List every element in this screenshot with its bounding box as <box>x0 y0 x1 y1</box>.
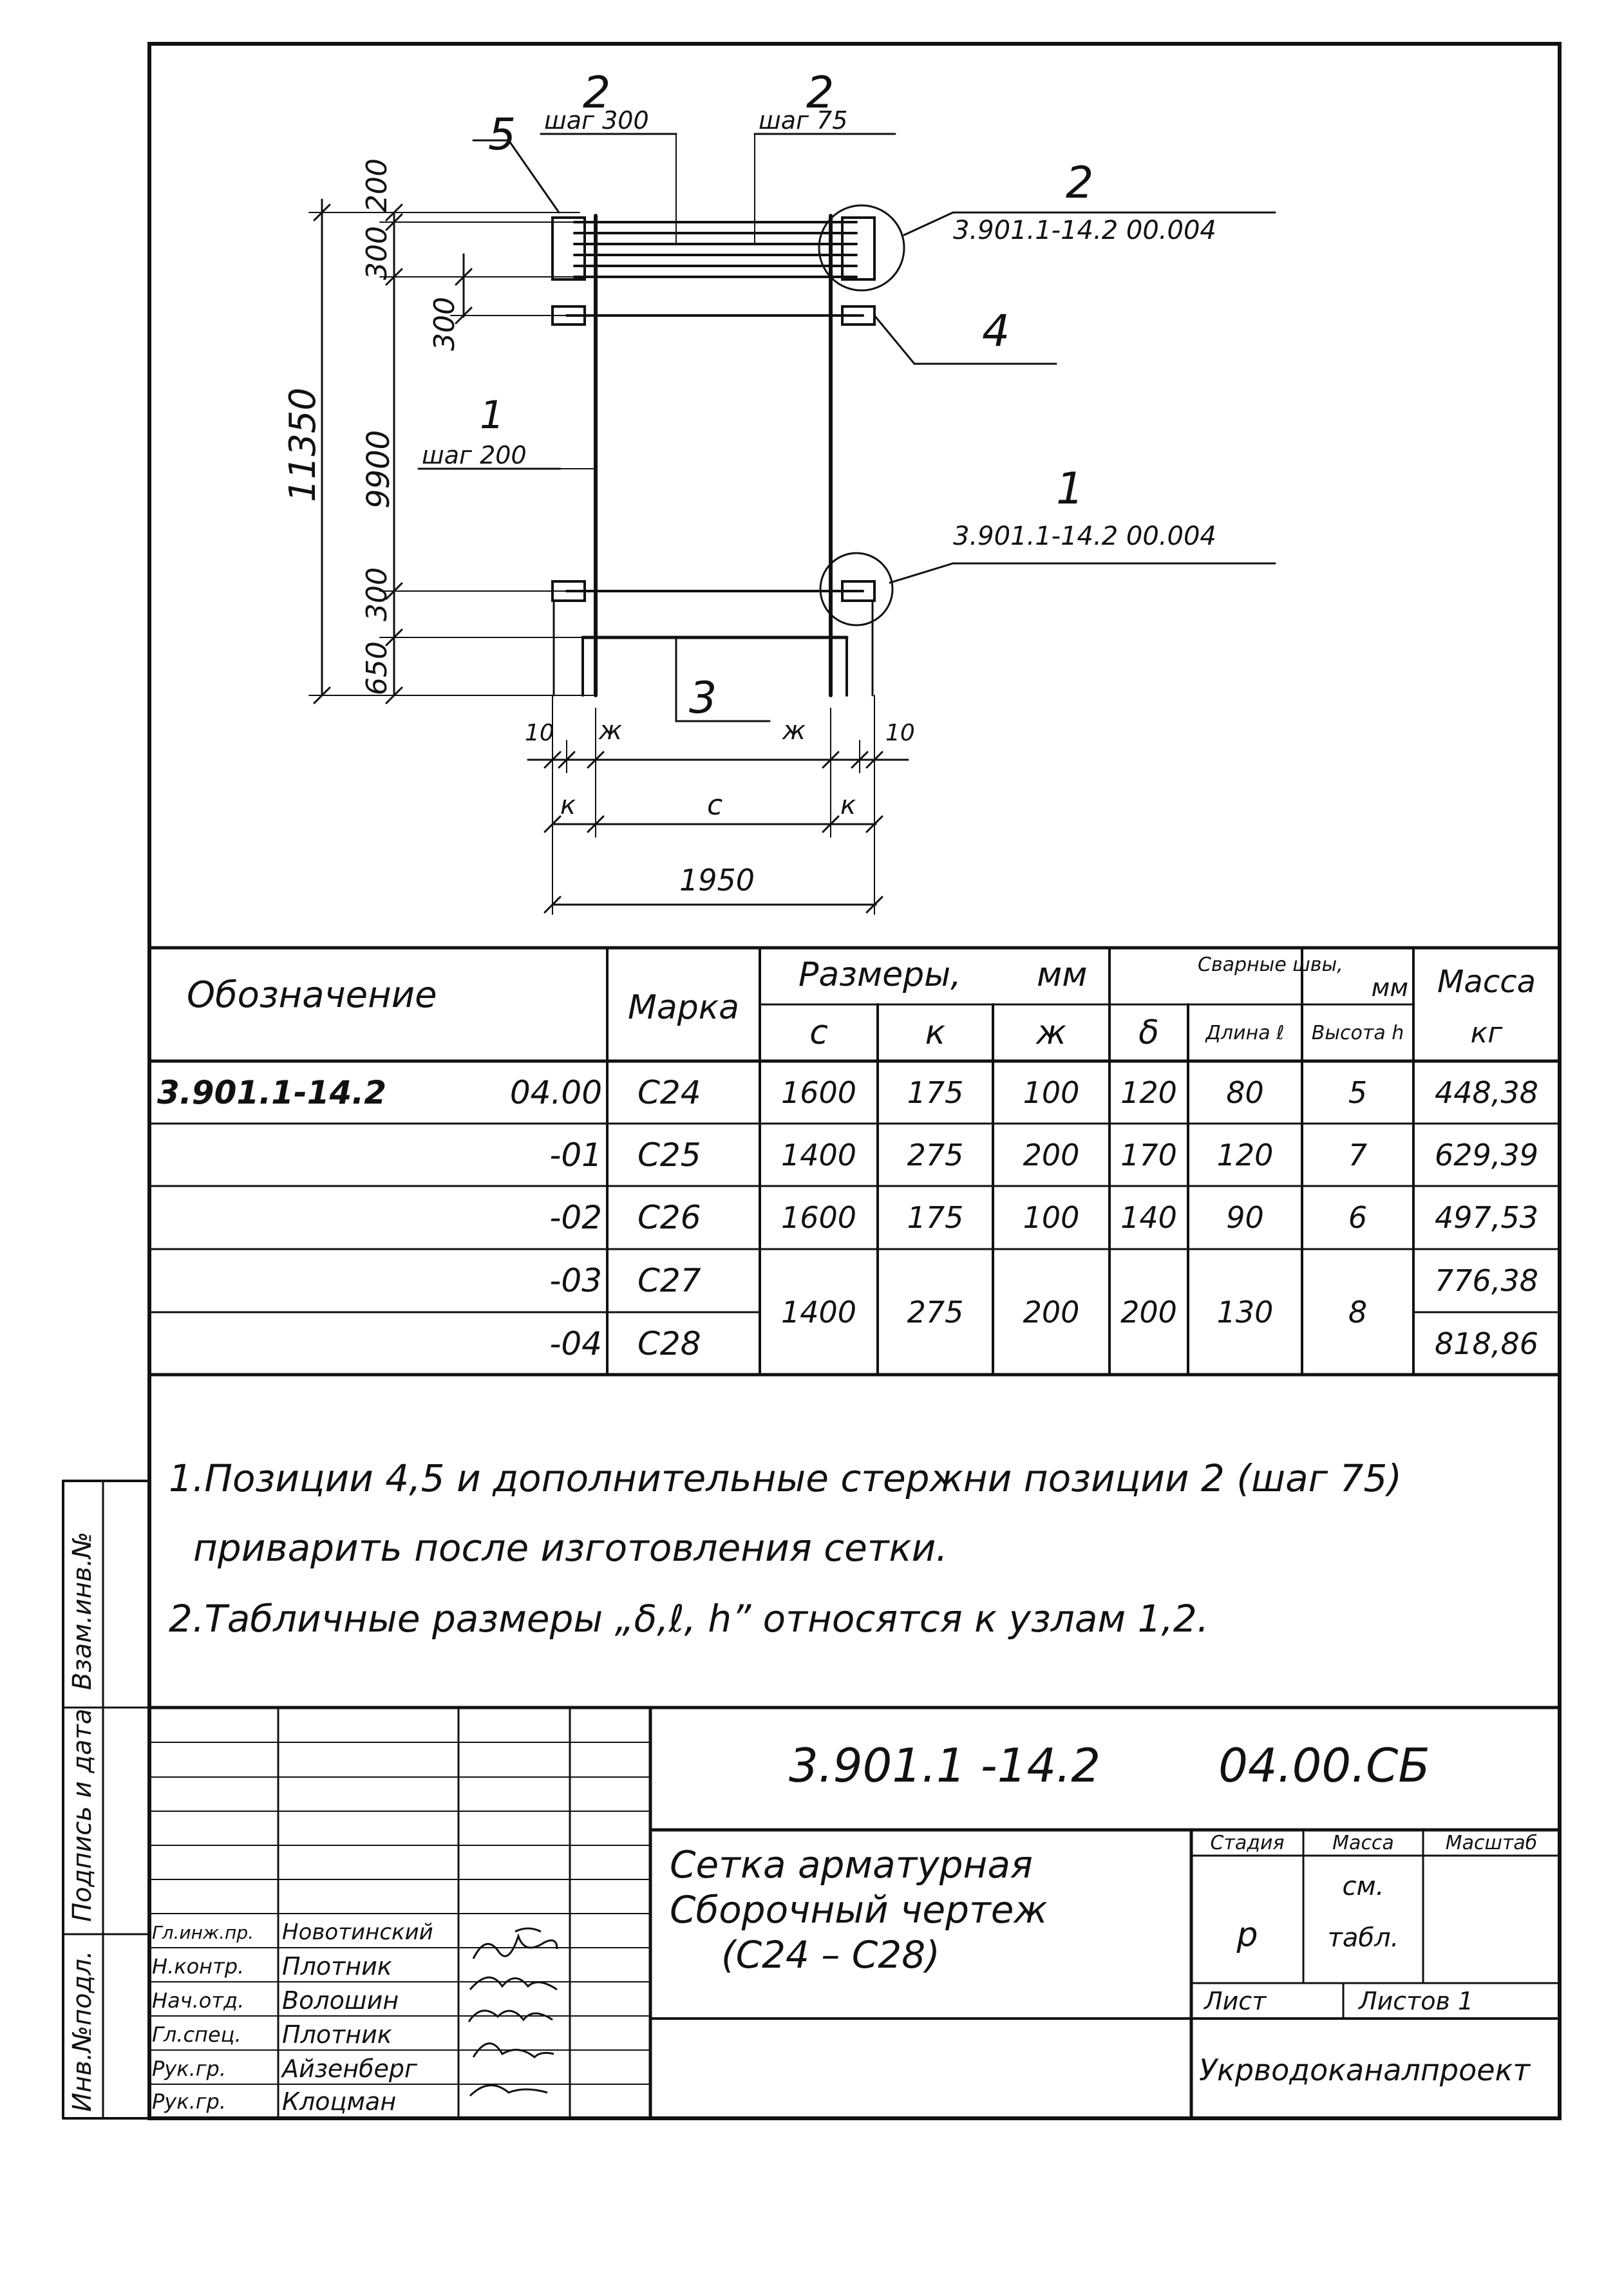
header-designation: Обозначение <box>187 974 437 1016</box>
header-k: к <box>925 1013 946 1052</box>
person-role: Гл.инж.пр. <box>152 1921 254 1943</box>
row-k: 175 <box>907 1200 964 1235</box>
row-height: 7 <box>1348 1137 1368 1172</box>
dim-11350: 11350 <box>282 387 324 502</box>
mass-label: Масса <box>1332 1831 1394 1854</box>
header-delta: δ <box>1138 1013 1159 1052</box>
mass-value-1: см. <box>1342 1872 1384 1901</box>
row-suffix: -04 <box>549 1324 602 1362</box>
merged-length: 130 <box>1216 1294 1274 1330</box>
position-2-right-step: шаг 75 <box>759 106 848 135</box>
stage-value: р <box>1236 1916 1258 1954</box>
person-role: Рук.гр. <box>152 2089 227 2114</box>
header-c: с <box>809 1013 828 1052</box>
row-mass: 629,39 <box>1435 1137 1538 1172</box>
row-mass: 776,38 <box>1435 1263 1538 1298</box>
person-role: Гл.спец. <box>152 2022 241 2047</box>
header-height: Высота h <box>1311 1021 1404 1044</box>
doc-name-line-2: Сборочный чертеж <box>670 1888 1048 1932</box>
position-4-label: 4 <box>982 306 1010 357</box>
row-mass: 448,38 <box>1435 1075 1538 1110</box>
header-mass: Масса <box>1437 964 1536 1000</box>
doc-name-line-1: Сетка арматурная <box>670 1843 1033 1887</box>
row-zh: 100 <box>1023 1200 1080 1235</box>
person-name: Айзенберг <box>282 2055 418 2083</box>
person-name: Плотник <box>282 1952 392 1981</box>
side-stamp-inventory: Инв.№подл. <box>68 1950 97 2112</box>
node-2-number: 2 <box>1066 158 1094 209</box>
row-c: 1600 <box>780 1075 857 1110</box>
dim-9900: 9900 <box>361 429 397 509</box>
organization-name: Укрводоканалпроект <box>1199 2053 1531 2087</box>
dim-k-right: к <box>840 791 856 820</box>
dim-10-left: 10 <box>525 720 554 746</box>
person-role: Н.контр. <box>152 1954 245 1979</box>
position-1-label: 1 <box>480 393 505 438</box>
doc-name-line-3: (С24 – С28) <box>721 1933 940 1977</box>
header-sizes: Размеры, <box>798 955 961 994</box>
row-mass: 497,53 <box>1435 1200 1538 1235</box>
stage-label: Стадия <box>1210 1831 1285 1854</box>
note-1-line-2: приварить после изготовления сетки. <box>193 1526 948 1570</box>
side-stamp-replacement: Взам.инв.№ <box>68 1531 97 1690</box>
merged-delta: 200 <box>1120 1294 1177 1330</box>
row-mass: 818,86 <box>1435 1326 1538 1361</box>
person-name: Новотинский <box>282 1919 433 1945</box>
node-2-reference: 3.901.1-14.2 00.004 <box>953 216 1216 245</box>
row-delta: 140 <box>1120 1200 1177 1235</box>
row-length: 90 <box>1226 1200 1264 1235</box>
dim-300-top: 300 <box>361 226 393 280</box>
row-suffix: -02 <box>549 1199 602 1236</box>
row-c: 1400 <box>780 1137 857 1172</box>
merged-height: 8 <box>1348 1294 1368 1330</box>
row-length: 80 <box>1226 1075 1264 1110</box>
person-name: Плотник <box>282 2020 392 2049</box>
position-2-left-label: 2 <box>583 68 611 118</box>
sheet-label: Лист <box>1204 1986 1267 2015</box>
side-stamp-signature-date: Подпись и дата <box>68 1708 97 1922</box>
person-role: Нач.отд. <box>152 1988 245 2013</box>
merged-k: 275 <box>907 1294 964 1330</box>
signatures <box>469 1928 557 2096</box>
row-suffix: -01 <box>549 1136 602 1174</box>
row-mark: С28 <box>637 1324 701 1362</box>
mass-value-2: табл. <box>1327 1923 1399 1953</box>
dim-650: 650 <box>361 641 393 695</box>
row-delta: 120 <box>1120 1075 1177 1110</box>
row-height: 6 <box>1348 1200 1368 1235</box>
row-k: 175 <box>907 1075 964 1110</box>
header-length: Длина ℓ <box>1205 1021 1285 1044</box>
row-suffix: 04.00 <box>509 1073 602 1111</box>
dim-k-left: к <box>560 791 576 820</box>
row-mark: С25 <box>637 1136 701 1174</box>
position-2-right-label: 2 <box>806 68 835 118</box>
header-sizes-unit: мм <box>1037 955 1088 994</box>
person-role: Рук.гр. <box>152 2057 227 2081</box>
dim-300-second: 300 <box>428 297 461 351</box>
dim-1950: 1950 <box>679 863 755 898</box>
note-2: 2.Табличные размеры „δ,ℓ, h” относятся к узлам 1,2. <box>169 1597 1209 1641</box>
row-delta: 170 <box>1120 1137 1177 1172</box>
row-zh: 100 <box>1023 1075 1080 1110</box>
node-1-number: 1 <box>1056 464 1084 514</box>
dim-zh-left: ж <box>599 716 623 746</box>
dim-zh-right: ж <box>782 716 806 746</box>
row-designation: 3.901.1-14.2 <box>157 1073 387 1111</box>
row-c: 1600 <box>780 1200 857 1235</box>
merged-c: 1400 <box>780 1294 857 1330</box>
dim-c: с <box>707 789 723 822</box>
position-3-label: 3 <box>689 673 717 724</box>
document-code: 3.901.1 -14.2 04.00.СБ <box>789 1738 1430 1793</box>
header-zh: ж <box>1036 1013 1066 1052</box>
dim-200: 200 <box>361 158 393 212</box>
dim-10-right: 10 <box>885 720 915 746</box>
position-5-label: 5 <box>488 109 516 160</box>
row-mark: С27 <box>637 1262 701 1299</box>
row-zh: 200 <box>1023 1137 1080 1172</box>
position-1-step: шаг 200 <box>422 441 527 469</box>
node-1-reference: 3.901.1-14.2 00.004 <box>953 522 1216 551</box>
row-mark: С26 <box>637 1199 701 1236</box>
person-name: Волошин <box>282 1986 399 2015</box>
sheets-label: Листов 1 <box>1359 1986 1474 2015</box>
header-mark: Марка <box>627 988 739 1027</box>
header-welds: Сварные швы, <box>1198 953 1343 976</box>
row-length: 120 <box>1216 1137 1274 1172</box>
row-mark: С24 <box>637 1073 701 1111</box>
row-height: 5 <box>1348 1075 1368 1110</box>
person-name: Клоцман <box>282 2087 397 2116</box>
scale-label: Масштаб <box>1445 1831 1538 1854</box>
note-1-line-1: 1.Позиции 4,5 и дополнительные стержни позиции 2 (шаг 75) <box>169 1456 1402 1500</box>
row-k: 275 <box>907 1137 964 1172</box>
merged-zh: 200 <box>1023 1294 1080 1330</box>
dim-300-bottom: 300 <box>361 567 393 621</box>
header-mass-unit: кг <box>1470 1016 1503 1050</box>
position-2-left-step: шаг 300 <box>544 106 649 135</box>
header-welds-unit: мм <box>1371 974 1408 1002</box>
row-suffix: -03 <box>549 1262 602 1299</box>
